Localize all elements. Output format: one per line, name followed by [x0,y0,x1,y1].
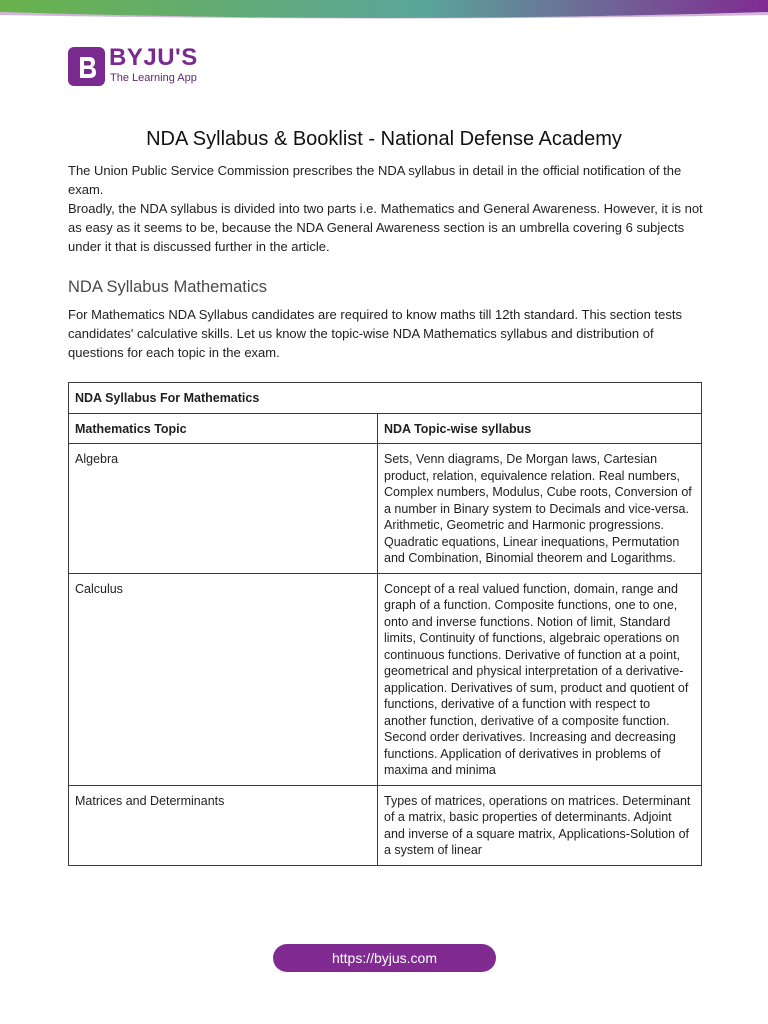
table-row [69,444,702,574]
website-url: https://byjus.com [331,950,438,966]
brand-name: BYJU'S [109,44,198,71]
section-heading: NDA Syllabus Mathematics [68,278,267,296]
topic-cell: Matrices and Determinants [69,785,378,865]
table-row [69,573,702,785]
brand-tagline: The Learning App [110,72,197,84]
syllabus-cell: Concept of a real valued function, domain, range and graph of a function. Composite functions, one to one, onto and inverse functions. Notion of limit, Standard limits, Continuity of functions, algebraic operations on continuous functions. Derivative of function at a point, geometrical and physical interpretation of a derivative-application. Derivatives of sum, product and quotient of functions, derivative of a function with respect to another function, derivative of a composite function. Second order derivatives. Increasing and decreasing functions. Application of derivatives in problems of maxima and minima [378,573,702,785]
topic-cell: Calculus [69,573,378,785]
intro-paragraph-1: The Union Public Service Commission prescribes the NDA syllabus in detail in the official notification of the exam. [68,163,682,197]
column-header-topic: Mathematics Topic [69,413,378,444]
syllabus-cell: Types of matrices, operations on matrices. Determinant of a matrix, basic properties of determinants. Adjoint and inverse of a square matrix, Applications-Solution of a system of linear [378,785,702,865]
section-paragraph: For Mathematics NDA Syllabus candidates are required to know maths till 12th standard. This section tests candidates' calculative skills. Let us know the topic-wise NDA Mathematics syllabus and distribution of questions for each topic in the exam. [68,307,682,360]
table-header-row [69,413,702,444]
column-header-syllabus: NDA Topic-wise syllabus [378,413,702,444]
intro-paragraph-2: Broadly, the NDA syllabus is divided into two parts i.e. Mathematics and General Awareness. However, it is not as easy as it seems to be, because the NDA General Awareness section is an umbrella covering 6 subjects under it that is discussed further in the article. [68,201,703,254]
syllabus-cell: Sets, Venn diagrams, De Morgan laws, Cartesian product, relation, equivalence relation. Real numbers, Complex numbers, Modulus, Cube roots, Conversion of a number in Binary system to Decimals and vice-versa. Arithmetic, Geometric and Harmonic progressions. Quadratic equations, Linear inequations, Permutation and Combination, Binomial theorem and Logarithms. [378,444,702,574]
syllabus-table [68,382,702,866]
header-accent-band [0,0,768,22]
page-title: NDA Syllabus & Booklist - National Defense Academy [146,128,622,150]
byjus-logo-icon [68,47,105,86]
table-row [69,785,702,865]
table-caption-row [69,383,702,414]
website-link-button[interactable] [273,944,496,972]
topic-cell: Algebra [69,444,378,574]
table-caption: NDA Syllabus For Mathematics [69,383,702,414]
